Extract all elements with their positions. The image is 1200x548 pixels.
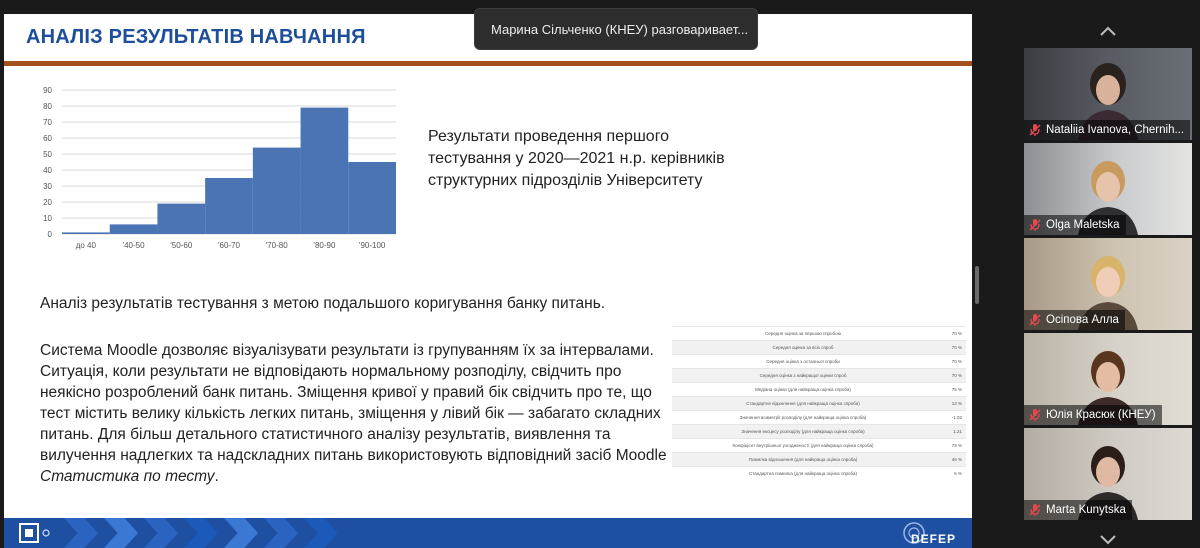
footer-chevron [104,518,138,548]
participant-gallery [1022,0,1194,548]
stat-value: -1.02 [951,415,962,420]
university-logo-icon [18,521,56,545]
participant-name: Юлія Красюк (КНЕУ) [1046,409,1156,421]
y-tick-label: 10 [43,214,52,223]
chevron-up-icon[interactable] [1098,22,1118,42]
stat-label: Помилка відношення (для найкраща оцінка спроба) [748,457,858,462]
participant-name: Осіпова Алла [1046,314,1119,326]
stat-row [672,438,966,452]
y-tick-label: 80 [43,102,52,111]
footer-brand: DEFEP [910,532,956,546]
stat-label: Стандартна помилка (для найкраща оцінка спроба) [749,471,857,476]
speaking-notification-toast: Марина Сільченко (КНЕУ) разговаривает... [474,8,758,50]
stat-label: Середня оцінка з найкращої оцінки спроб [759,373,847,378]
participant-tile[interactable] [1024,143,1192,235]
stat-row [672,466,966,480]
x-tick-label: '50-60 [170,241,193,250]
stat-row [672,382,966,396]
chevron-down-icon[interactable] [1098,530,1118,548]
stat-row [672,354,966,368]
stat-label: Коефіцієнт внутрішньої узгодженості (для найкраща оцінка спроба) [732,443,874,448]
analysis-heading: Аналіз результатів тестування з метою подальшого коригування банку питань. [40,295,606,312]
body-text-end: . [214,468,219,485]
stat-label: Середня оцінка з останньої спроби [766,359,840,364]
quiz-statistics-table [672,326,966,480]
participant-name: Nataliia Ivanova, Chernih... [1046,124,1185,136]
mic-off-icon [1028,313,1042,327]
histogram-bar [348,162,396,234]
title-divider [4,61,972,66]
stat-value: 70 % [951,373,962,378]
stat-label: Середня оцінка за всіх спроб [772,345,834,350]
x-tick-label: '90-100 [358,241,386,250]
histogram-bar [157,204,205,234]
stat-row [672,326,966,340]
stat-row [672,340,966,354]
participant-tile[interactable] [1024,333,1192,425]
participant-tile[interactable] [1024,428,1192,520]
y-tick-label: 90 [43,86,52,95]
y-tick-label: 70 [43,118,52,127]
footer-chevron [264,518,298,548]
participant-name-bar [1024,310,1125,330]
stat-value: 75 % [951,387,962,392]
stat-label: Значення ексцесу розподілу (для найкраща оцінка спроба) [741,429,865,434]
stat-value: 79 % [951,443,962,448]
stat-value: 70 % [951,345,962,350]
stat-label: Значення асиметрії розподілу (для найкраща оцінка спроба) [739,415,867,420]
stat-value: 46 % [951,457,962,462]
stat-row [672,396,966,410]
x-tick-label: '60-70 [218,241,240,250]
footer-chevron [184,518,218,548]
stat-label: Медіана оцінки (для найкраща оцінка спроба) [755,387,851,392]
participant-name-bar [1024,500,1132,520]
stat-label: Стандартне відхилення (для найкраща оцінка спроба) [746,401,860,406]
footer-chevron [224,518,258,548]
histogram-bar [62,232,110,234]
stat-row [672,410,966,424]
participant-name-bar [1024,120,1190,140]
mic-off-icon [1028,503,1042,517]
mic-off-icon [1028,123,1042,137]
stat-label: Середня оцінка за першою спробою [765,331,841,336]
y-tick-label: 20 [43,198,52,207]
chart-caption: Результати проведення першого тестування у 2020—2021 н.р. керівників структурних підрозділів Університету [428,128,725,189]
y-tick-label: 50 [43,150,52,159]
histogram-bar [110,224,158,234]
body-text-emphasis: Статистика по тесту [40,468,215,485]
footer-chevron [64,518,98,548]
x-tick-label: '40-50 [122,241,145,250]
histogram-bar [253,148,301,234]
stat-value: 1.21 [953,429,962,434]
x-tick-label: '70-80 [265,241,288,250]
mic-off-icon [1028,218,1042,232]
participant-tile[interactable] [1024,238,1192,330]
histogram-bar [301,108,349,234]
y-tick-label: 40 [43,166,52,175]
shared-screen-slide [4,14,972,548]
histogram-bar [205,178,253,234]
stat-row [672,368,966,382]
y-tick-label: 0 [47,230,52,239]
y-tick-label: 60 [43,134,52,143]
x-tick-label: '80-90 [313,241,336,250]
footer-chevron [144,518,178,548]
body-paragraph [40,340,680,487]
y-tick-label: 30 [43,182,52,191]
participant-tile[interactable] [1024,48,1192,140]
footer-chevron [304,518,338,548]
body-text-main: Система Moodle дозволяє візуалізувати результати із групуванням їх за інтервалами. Ситуація, коли результати не відповідають нормальному розподілу, свідчить про неякісно розроблений банк питань. Зміщення кривої у правий бік свідчить про те, що тест містить велику кількість легких питань, зміщення у лівий бік — забагато складних питань. Для більш детального статистичного аналізу результатів, виявлення та вилучення надлегких та надскладних питань використовують відповідний засіб Moodle [40,342,667,464]
histogram-chart [24,84,404,264]
stat-value: 13 % [951,401,962,406]
stat-value: 6 % [954,471,962,476]
participant-name-bar [1024,215,1126,235]
stat-value: 70 % [951,331,962,336]
stat-row [672,424,966,438]
participant-name: Olga Maletska [1046,219,1120,231]
participant-name-bar [1024,405,1162,425]
mic-off-icon [1028,408,1042,422]
gallery-resize-handle[interactable] [975,266,979,304]
slide-footer [4,518,972,548]
stat-value: 70 % [951,359,962,364]
slide-title: АНАЛІЗ РЕЗУЛЬТАТІВ НАВЧАННЯ [26,26,366,48]
x-tick-label: до 40 [75,241,96,250]
stat-row [672,452,966,466]
participant-name: Marta Kunytska [1046,504,1126,516]
